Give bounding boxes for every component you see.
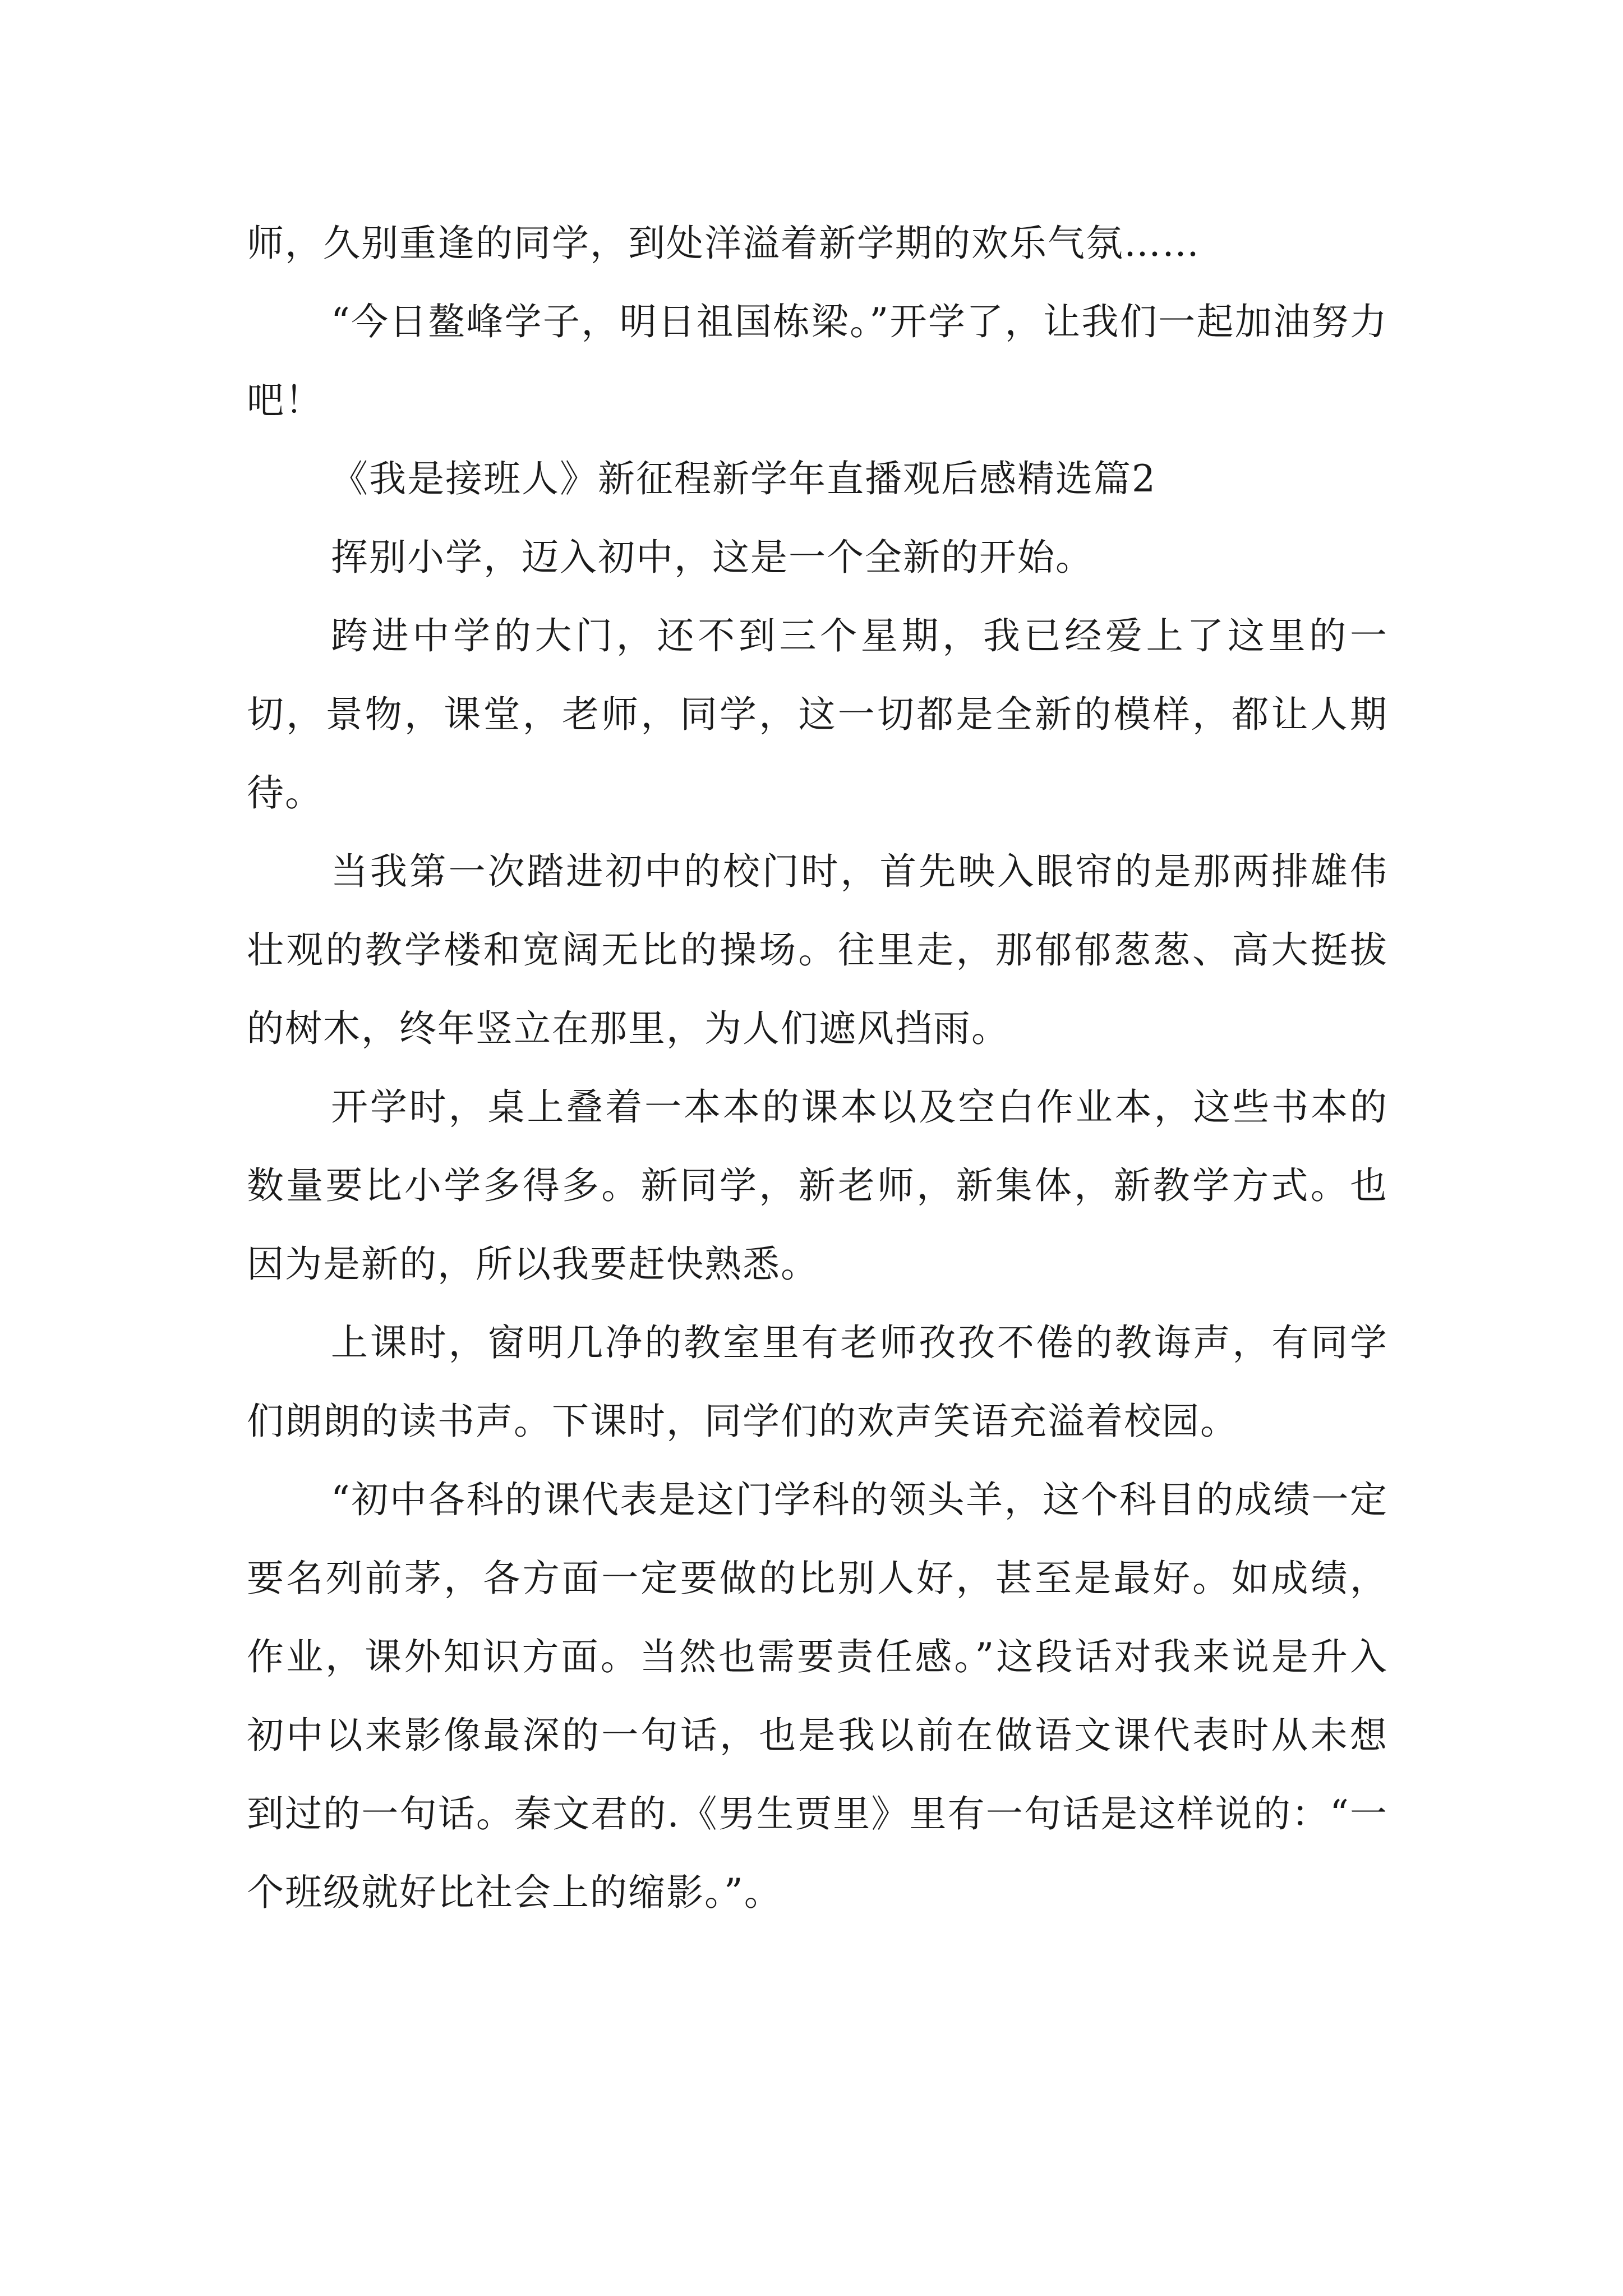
paragraph-7: 上课时，窗明几净的教室里有老师孜孜不倦的教诲声，有同学们朗朗的读书声。下课时，同学们的欢声笑语充溢着校园。 bbox=[247, 1321, 1388, 1443]
paragraph-6: 开学时，桌上叠着一本本的课本以及空白作业本，这些书本的数量要比小学多得多。新同学，新老师，新集体，新教学方式。也因为是新的，所以我要赶快熟悉。 bbox=[247, 1085, 1388, 1286]
section-heading: 《我是接班人》新征程新学年直播观后感精选篇2 bbox=[331, 457, 1156, 500]
paragraph-8: “初中各科的课代表是这门学科的领头羊，这个科目的成绩一定要名列前茅，各方面一定要做的比别人好，甚至是最好。如成绩，作业，课外知识方面。当然也需要责任感。”这段话对我来说是升入初中以来影像最深的一句话，也是我以前在做语文课代表时从未想到过的一句话。秦文君的.《男生贾里》里有一句话是这样说的：“一个班级就好比社会上的缩影。”。 bbox=[247, 1478, 1388, 1914]
document-body bbox=[247, 204, 1388, 1932]
paragraph-5: 当我第一次踏进初中的校门时，首先映入眼帘的是那两排雄伟壮观的教学楼和宽阔无比的操场。往里走，那郁郁葱葱、高大挺拔的树木，终年竖立在那里，为人们遮风挡雨。 bbox=[247, 850, 1388, 1050]
paragraph-4: 跨进中学的大门，还不到三个星期，我已经爱上了这里的一切，景物，课堂，老师，同学，这一切都是全新的模样，都让人期待。 bbox=[247, 614, 1388, 815]
paragraph-2: “今日鳌峰学子，明日祖国栋梁。”开学了，让我们一起加油努力吧！ bbox=[247, 300, 1388, 422]
paragraph-1: 师，久别重逢的同学，到处洋溢着新学期的欢乐气氛…… bbox=[247, 222, 1200, 265]
paragraph-3: 挥别小学，迈入初中，这是一个全新的开始。 bbox=[331, 536, 1094, 579]
